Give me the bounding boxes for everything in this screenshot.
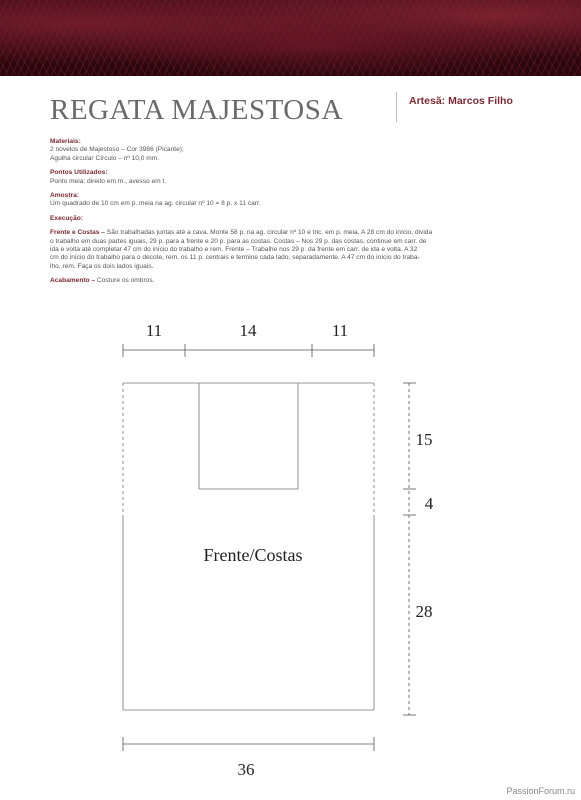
dim-total-width: 36 bbox=[237, 760, 255, 779]
piece-label: Frente/Costas bbox=[203, 545, 303, 565]
front-back-line: o trabalho em duas partes iguais, 29 p. para a frente e 20 p. para as costas. Costas – Nos 29 p. das costas, continue em carr. de bbox=[50, 237, 427, 245]
materials-line: Agulha circular Círculo – nº 10,0 mm. bbox=[50, 154, 160, 162]
front-back-text: São trabalhadas juntas até a cava. Monte 58 p. na ag. circular nº 10 e tric. em p. meia. A 28 cm do início, divida bbox=[104, 229, 433, 237]
watermark: PassionForum.ru bbox=[506, 786, 575, 796]
bottom-dimension-line bbox=[123, 737, 374, 751]
right-dimension-line bbox=[403, 383, 416, 715]
finishing-text: Costure os ombros. bbox=[95, 277, 155, 285]
front-back-line: lho, rem. Faça os dois lados iguais. bbox=[50, 262, 154, 270]
stitches-label: Pontos Utilizados: bbox=[50, 169, 108, 177]
page-title: REGATA MAJESTOSA bbox=[50, 94, 343, 126]
dim-armhole-extra: 4 bbox=[424, 494, 434, 513]
stitches-line: Ponto meia: direito em m., avesso em t. bbox=[50, 177, 167, 185]
neckline-outline bbox=[199, 383, 298, 489]
front-back-line: ida e volta até completar 47 cm do início do trabalho e rem. Frente – Trabalhe nos 29 p. da frente em carr. de ida e volta. A 32 bbox=[50, 246, 418, 254]
materials-label: Materiais: bbox=[50, 138, 81, 145]
front-back-line: cm do início do trabalho para o decote, rem. os 11 p. centrais e termine cada lado, separadamente. A 47 cm do início do traba- bbox=[50, 254, 420, 262]
gauge-label: Amostra: bbox=[50, 192, 79, 200]
top-dimension-line bbox=[123, 344, 374, 357]
dim-shoulder-left: 11 bbox=[145, 321, 163, 340]
dim-body-length: 28 bbox=[415, 602, 433, 621]
dim-shoulder-right: 11 bbox=[331, 321, 349, 340]
execution-label: Execução: bbox=[50, 214, 83, 222]
materials-line: 2 novelos de Majestoso – Cor 3986 (Picante); bbox=[50, 146, 184, 154]
gauge-line: Um quadrado de 10 cm em p. meia na ag. circular nº 10 = 8 p. x 11 carr. bbox=[50, 200, 261, 208]
finishing-label: Acabamento – bbox=[50, 277, 96, 285]
artist-credit: Artesã: Marcos Filho bbox=[409, 95, 513, 107]
dim-neck-depth: 15 bbox=[415, 430, 433, 449]
dim-neck-width: 14 bbox=[239, 321, 257, 340]
front-back-label: Frente e Costas – bbox=[50, 229, 105, 237]
